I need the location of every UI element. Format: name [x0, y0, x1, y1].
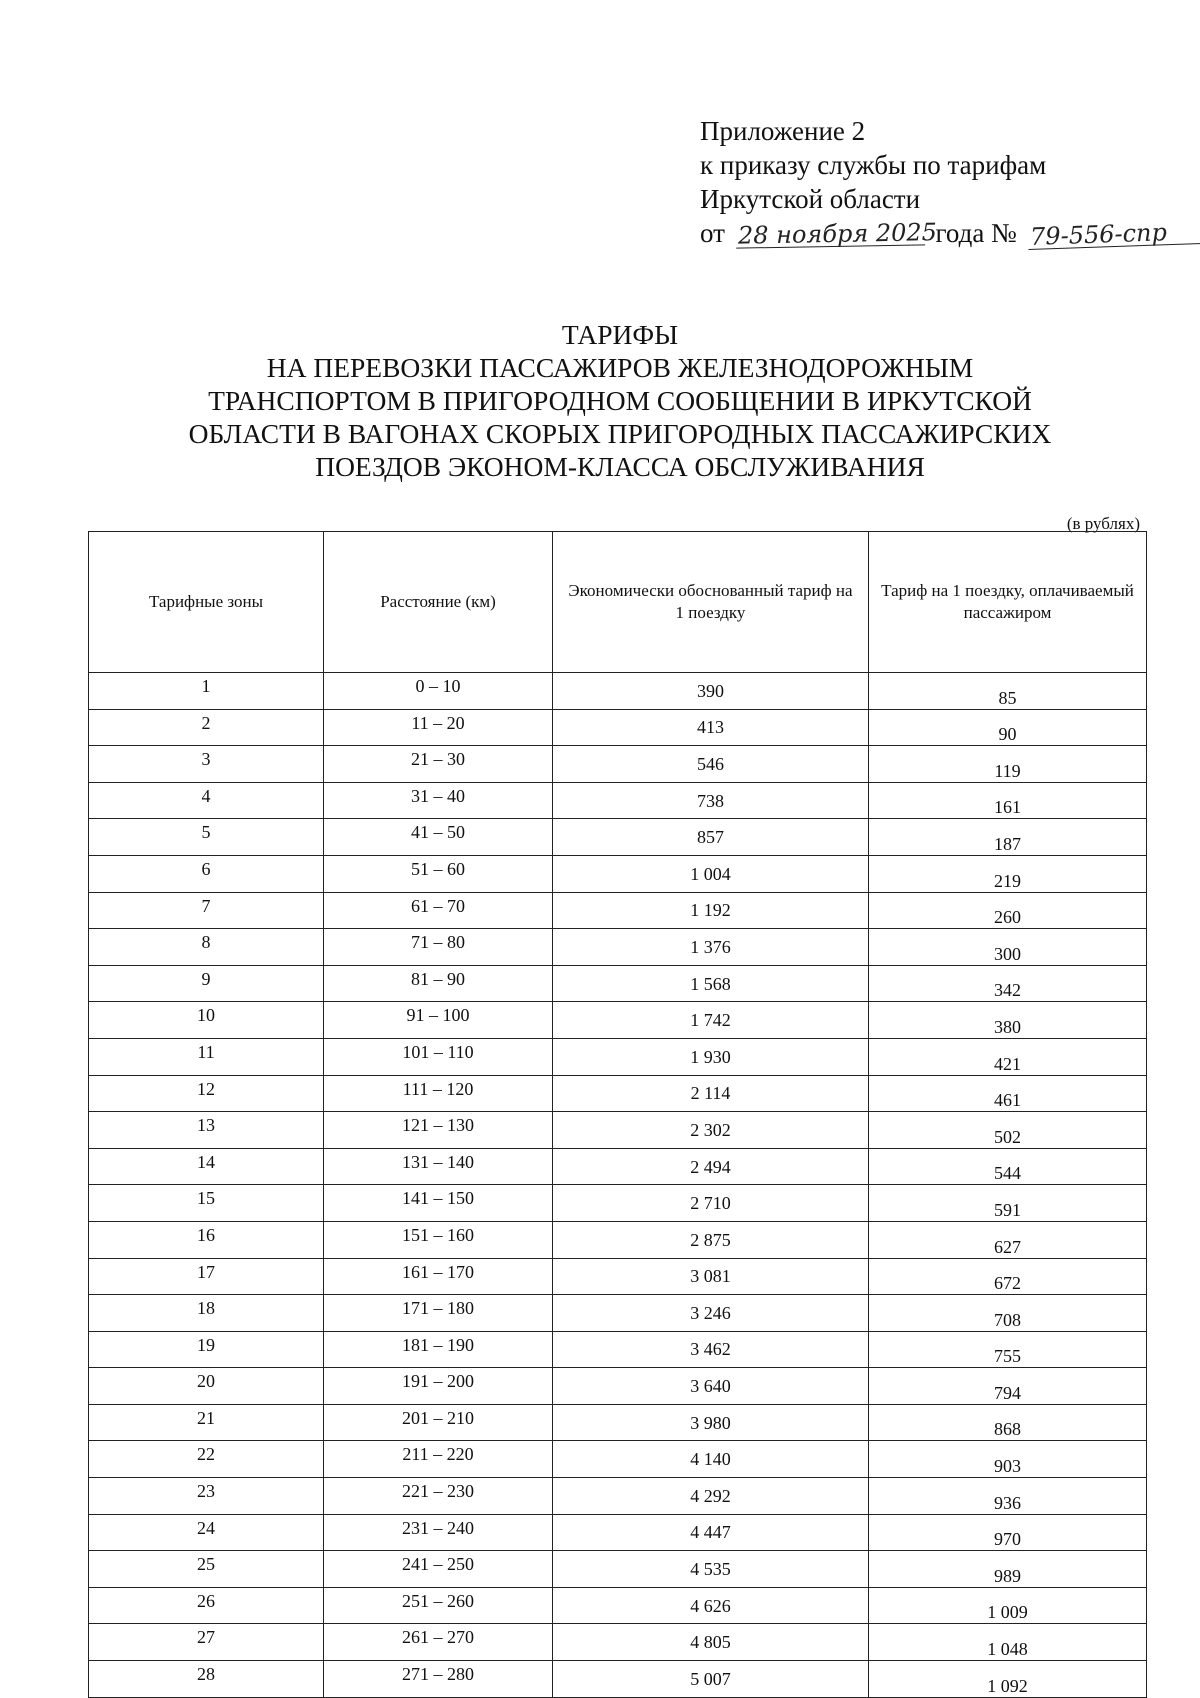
- cell-passenger-tariff: 591: [869, 1185, 1147, 1222]
- cell-distance: 21 – 30: [324, 746, 553, 783]
- cell-distance: 61 – 70: [324, 892, 553, 929]
- cell-passenger-tariff: 219: [869, 855, 1147, 892]
- cell-distance: 161 – 170: [324, 1258, 553, 1295]
- cell-economic-tariff: 2 114: [553, 1075, 869, 1112]
- cell-economic-tariff: 1 004: [553, 855, 869, 892]
- cell-economic-tariff: 857: [553, 819, 869, 856]
- cell-passenger-tariff: 260: [869, 892, 1147, 929]
- cell-zone: 23: [89, 1478, 324, 1515]
- cell-distance: 51 – 60: [324, 855, 553, 892]
- cell-passenger-tariff: 903: [869, 1441, 1147, 1478]
- cell-zone: 25: [89, 1551, 324, 1588]
- appendix-line-2: к приказу службы по тарифам: [700, 150, 1047, 180]
- cell-passenger-tariff: 672: [869, 1258, 1147, 1295]
- cell-distance: 231 – 240: [324, 1514, 553, 1551]
- cell-distance: 121 – 130: [324, 1112, 553, 1149]
- cell-zone: 16: [89, 1221, 324, 1258]
- cell-zone: 8: [89, 929, 324, 966]
- cell-economic-tariff: 3 640: [553, 1368, 869, 1405]
- handwritten-date: 28 ноября 2025: [737, 218, 937, 250]
- table-row: [89, 782, 1147, 819]
- table-row: [89, 819, 1147, 856]
- cell-economic-tariff: 1 742: [553, 1002, 869, 1039]
- cell-distance: 271 – 280: [324, 1661, 553, 1698]
- table-row: [89, 1331, 1147, 1368]
- cell-economic-tariff: 1 930: [553, 1038, 869, 1075]
- cell-economic-tariff: 1 568: [553, 965, 869, 1002]
- cell-economic-tariff: 390: [553, 673, 869, 710]
- cell-economic-tariff: 2 710: [553, 1185, 869, 1222]
- cell-economic-tariff: 4 140: [553, 1441, 869, 1478]
- cell-distance: 131 – 140: [324, 1148, 553, 1185]
- cell-economic-tariff: 1 192: [553, 892, 869, 929]
- table-row: [89, 965, 1147, 1002]
- cell-economic-tariff: 4 447: [553, 1514, 869, 1551]
- cell-passenger-tariff: 1 048: [869, 1624, 1147, 1661]
- cell-passenger-tariff: 342: [869, 965, 1147, 1002]
- cell-zone: 20: [89, 1368, 324, 1405]
- document-title: [180, 318, 1060, 483]
- table-row: [89, 1002, 1147, 1039]
- cell-distance: 71 – 80: [324, 929, 553, 966]
- title-main: ТАРИФЫ: [561, 319, 679, 350]
- cell-passenger-tariff: 161: [869, 782, 1147, 819]
- cell-economic-tariff: 1 376: [553, 929, 869, 966]
- cell-distance: 221 – 230: [324, 1478, 553, 1515]
- cell-passenger-tariff: 90: [869, 709, 1147, 746]
- table-row: [89, 1624, 1147, 1661]
- table-row: [89, 1551, 1147, 1588]
- cell-economic-tariff: 413: [553, 709, 869, 746]
- cell-distance: 101 – 110: [324, 1038, 553, 1075]
- cell-economic-tariff: 546: [553, 746, 869, 783]
- cell-economic-tariff: 4 626: [553, 1587, 869, 1624]
- cell-zone: 7: [89, 892, 324, 929]
- cell-zone: 3: [89, 746, 324, 783]
- cell-passenger-tariff: 1 092: [869, 1661, 1147, 1698]
- cell-zone: 15: [89, 1185, 324, 1222]
- cell-zone: 14: [89, 1148, 324, 1185]
- table-row: [89, 1441, 1147, 1478]
- cell-zone: 24: [89, 1514, 324, 1551]
- table-row: [89, 1661, 1147, 1698]
- cell-distance: 141 – 150: [324, 1185, 553, 1222]
- cell-passenger-tariff: 380: [869, 1002, 1147, 1039]
- table-row: [89, 892, 1147, 929]
- cell-zone: 19: [89, 1331, 324, 1368]
- cell-distance: 261 – 270: [324, 1624, 553, 1661]
- cell-zone: 26: [89, 1587, 324, 1624]
- cell-distance: 0 – 10: [324, 673, 553, 710]
- title-subtitle: НА ПЕРЕВОЗКИ ПАССАЖИРОВ ЖЕЛЕЗНОДОРОЖНЫМ ТРАНСПОРТОМ В ПРИГОРОДНОМ СООБЩЕНИИ В ИРКУТСКОЙ ОБЛАСТИ В ВАГОНАХ СКОРЫХ ПРИГОРОДНЫХ ПАССАЖИРСКИХ ПОЕЗДОВ ЭКОНОМ-КЛАССА ОБСЛУЖИВАНИЯ: [188, 352, 1052, 482]
- cell-passenger-tariff: 461: [869, 1075, 1147, 1112]
- cell-zone: 22: [89, 1441, 324, 1478]
- cell-distance: 111 – 120: [324, 1075, 553, 1112]
- cell-passenger-tariff: 421: [869, 1038, 1147, 1075]
- table-row: [89, 1221, 1147, 1258]
- cell-economic-tariff: 3 081: [553, 1258, 869, 1295]
- cell-distance: 251 – 260: [324, 1587, 553, 1624]
- cell-zone: 1: [89, 673, 324, 710]
- cell-distance: 41 – 50: [324, 819, 553, 856]
- header-passenger-tariff: Тариф на 1 поездку, оплачиваемый пассажиром: [869, 532, 1147, 673]
- cell-distance: 191 – 200: [324, 1368, 553, 1405]
- cell-passenger-tariff: 970: [869, 1514, 1147, 1551]
- table-row: [89, 1587, 1147, 1624]
- table-row: [89, 1258, 1147, 1295]
- cell-economic-tariff: 3 980: [553, 1404, 869, 1441]
- cell-passenger-tariff: 794: [869, 1368, 1147, 1405]
- cell-zone: 5: [89, 819, 324, 856]
- cell-zone: 12: [89, 1075, 324, 1112]
- appendix-block: [700, 114, 1180, 250]
- appendix-date-line: [700, 216, 1180, 250]
- table-row: [89, 1404, 1147, 1441]
- cell-economic-tariff: 2 302: [553, 1112, 869, 1149]
- cell-economic-tariff: 4 805: [553, 1624, 869, 1661]
- cell-distance: 171 – 180: [324, 1295, 553, 1332]
- table-row: [89, 1185, 1147, 1222]
- header-zone: Тарифные зоны: [89, 532, 324, 673]
- table-row: [89, 855, 1147, 892]
- table-row: [89, 709, 1147, 746]
- cell-zone: 27: [89, 1624, 324, 1661]
- cell-zone: 2: [89, 709, 324, 746]
- cell-distance: 31 – 40: [324, 782, 553, 819]
- table-row: [89, 1478, 1147, 1515]
- appendix-line-1: Приложение 2: [700, 116, 866, 146]
- units-note: (в рублях): [1066, 514, 1140, 533]
- cell-zone: 10: [89, 1002, 324, 1039]
- cell-distance: 181 – 190: [324, 1331, 553, 1368]
- cell-zone: 4: [89, 782, 324, 819]
- cell-distance: 91 – 100: [324, 1002, 553, 1039]
- cell-distance: 151 – 160: [324, 1221, 553, 1258]
- cell-distance: 11 – 20: [324, 709, 553, 746]
- cell-economic-tariff: 738: [553, 782, 869, 819]
- table-row: [89, 673, 1147, 710]
- cell-zone: 21: [89, 1404, 324, 1441]
- cell-distance: 241 – 250: [324, 1551, 553, 1588]
- cell-zone: 9: [89, 965, 324, 1002]
- handwritten-order-number: 79-556-спр: [1027, 219, 1200, 250]
- cell-distance: 81 – 90: [324, 965, 553, 1002]
- cell-passenger-tariff: 755: [869, 1331, 1147, 1368]
- cell-passenger-tariff: 300: [869, 929, 1147, 966]
- cell-passenger-tariff: 936: [869, 1478, 1147, 1515]
- cell-economic-tariff: 2 875: [553, 1221, 869, 1258]
- table-row: [89, 1038, 1147, 1075]
- header-economic-tariff: Экономически обоснованный тариф на 1 поездку: [553, 532, 869, 673]
- cell-economic-tariff: 5 007: [553, 1661, 869, 1698]
- cell-passenger-tariff: 1 009: [869, 1587, 1147, 1624]
- table-row: [89, 1295, 1147, 1332]
- cell-distance: 201 – 210: [324, 1404, 553, 1441]
- cell-zone: 6: [89, 855, 324, 892]
- table-row: [89, 1368, 1147, 1405]
- appendix-line-3: Иркутской области: [700, 184, 921, 214]
- cell-passenger-tariff: 544: [869, 1148, 1147, 1185]
- table-row: [89, 1075, 1147, 1112]
- cell-passenger-tariff: 627: [869, 1221, 1147, 1258]
- cell-distance: 211 – 220: [324, 1441, 553, 1478]
- tariff-table: [88, 531, 1147, 1698]
- table-row: [89, 746, 1147, 783]
- header-distance: Расстояние (км): [324, 532, 553, 673]
- from-prefix: от: [700, 218, 725, 248]
- cell-zone: 17: [89, 1258, 324, 1295]
- cell-zone: 28: [89, 1661, 324, 1698]
- cell-zone: 11: [89, 1038, 324, 1075]
- cell-passenger-tariff: 868: [869, 1404, 1147, 1441]
- cell-economic-tariff: 3 462: [553, 1331, 869, 1368]
- cell-economic-tariff: 3 246: [553, 1295, 869, 1332]
- year-number-label: года №: [935, 218, 1017, 248]
- table-row: [89, 1148, 1147, 1185]
- cell-zone: 13: [89, 1112, 324, 1149]
- cell-economic-tariff: 4 292: [553, 1478, 869, 1515]
- table-row: [89, 1514, 1147, 1551]
- table-row: [89, 1112, 1147, 1149]
- cell-economic-tariff: 2 494: [553, 1148, 869, 1185]
- table-row: [89, 929, 1147, 966]
- cell-passenger-tariff: 989: [869, 1551, 1147, 1588]
- cell-passenger-tariff: 708: [869, 1295, 1147, 1332]
- cell-passenger-tariff: 119: [869, 746, 1147, 783]
- cell-economic-tariff: 4 535: [553, 1551, 869, 1588]
- cell-passenger-tariff: 85: [869, 673, 1147, 710]
- cell-passenger-tariff: 187: [869, 819, 1147, 856]
- cell-zone: 18: [89, 1295, 324, 1332]
- cell-passenger-tariff: 502: [869, 1112, 1147, 1149]
- table-header-row: [89, 532, 1147, 673]
- table-body: [89, 673, 1147, 1698]
